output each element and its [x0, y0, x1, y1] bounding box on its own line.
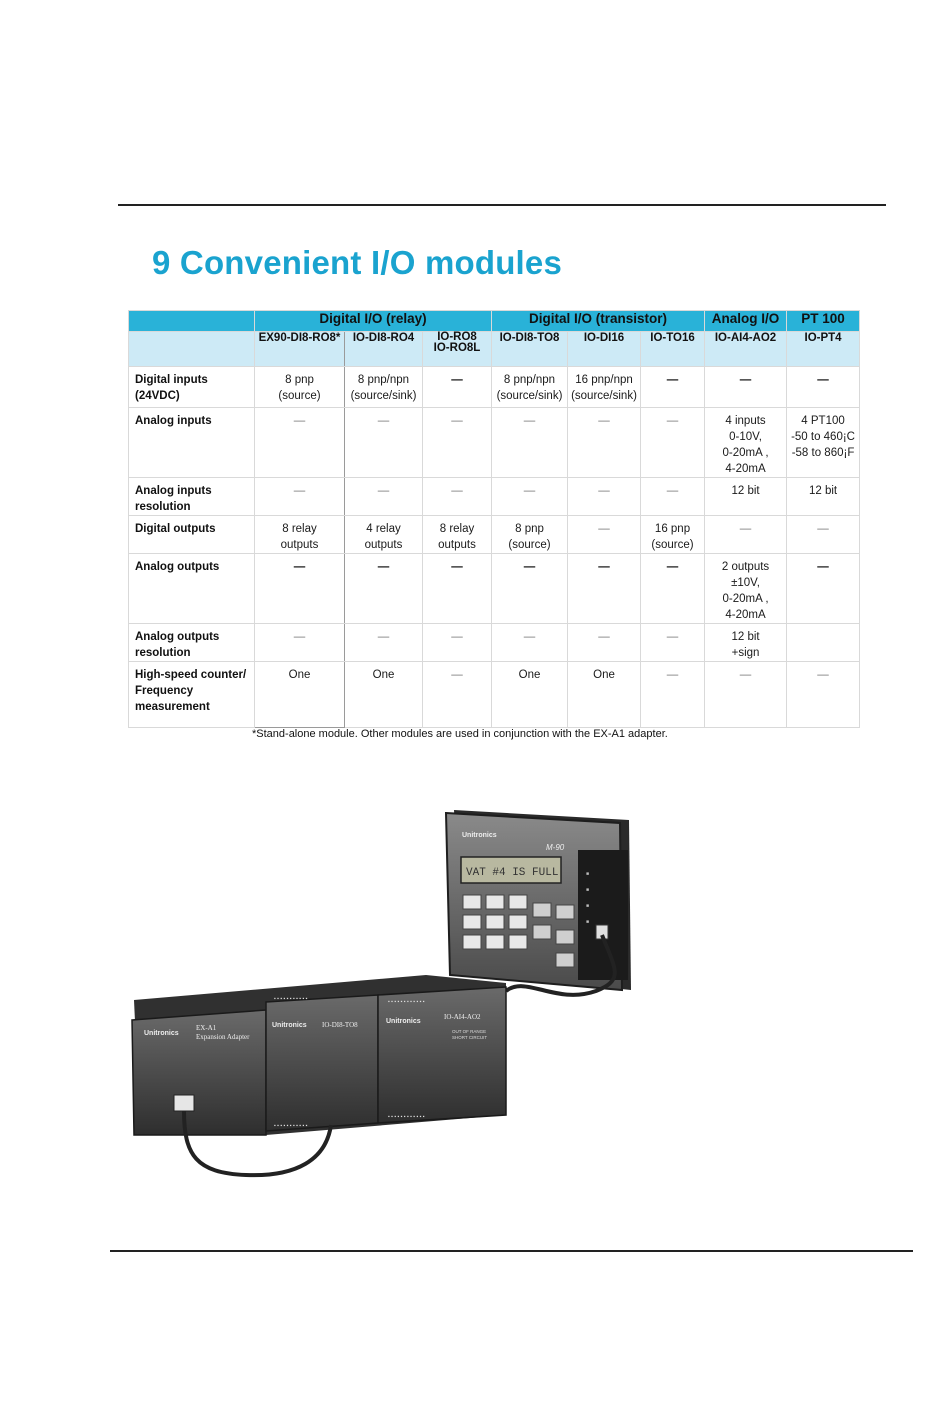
- table-cell: 8 relay outputs: [423, 516, 492, 554]
- module-header: IO-PT4: [787, 332, 860, 367]
- row-label: Digital outputs: [129, 516, 255, 554]
- controller-model: M-90: [546, 843, 565, 852]
- module-header-blank: [129, 332, 255, 367]
- module-header-row: [129, 332, 860, 367]
- table-cell: —: [345, 408, 423, 478]
- row-label: Analog outputs: [129, 554, 255, 624]
- group-header: Digital I/O (relay): [255, 311, 492, 332]
- table-cell: —: [255, 478, 345, 516]
- table-cell: 4 relay outputs: [345, 516, 423, 554]
- table-cell: —: [423, 624, 492, 662]
- table-cell: —: [787, 367, 860, 408]
- table-cell: —: [787, 554, 860, 624]
- controller-unit: [446, 810, 631, 990]
- table-cell: —: [423, 662, 492, 728]
- svg-text:▪ ▪ ▪ ▪ ▪ ▪ ▪ ▪ ▪ ▪ ▪: ▪ ▪ ▪ ▪ ▪ ▪ ▪ ▪ ▪ ▪ ▪: [274, 996, 308, 1002]
- table-cell: —: [345, 478, 423, 516]
- table-cell: —: [492, 554, 568, 624]
- adapter-title-line: EX-A1: [196, 1024, 217, 1032]
- module-b-label: IO-AI4-AO2: [444, 1013, 481, 1021]
- table-cell: One: [255, 662, 345, 728]
- row-label: Analog inputs resolution: [129, 478, 255, 516]
- table-cell: —: [787, 662, 860, 728]
- controller-brand: Unitronics: [462, 832, 497, 839]
- spec-row: [129, 554, 860, 624]
- module-name: IO-RO8 IO-RO8L: [433, 331, 481, 354]
- svg-text:■: ■: [586, 903, 590, 909]
- table-cell: —: [345, 624, 423, 662]
- table-cell: —: [568, 554, 641, 624]
- table-cell: —: [641, 367, 705, 408]
- table-cell: 12 bit: [705, 478, 787, 516]
- footnote: *Stand-alone module. Other modules are used in conjunction with the EX-A1 adapter.: [252, 728, 668, 740]
- module-header: IO-DI8-TO8: [492, 332, 568, 367]
- table-cell: 8 pnp (source): [492, 516, 568, 554]
- svg-text:▪ ▪ ▪ ▪ ▪ ▪ ▪ ▪ ▪ ▪ ▪ ▪: ▪ ▪ ▪ ▪ ▪ ▪ ▪ ▪ ▪ ▪ ▪ ▪: [388, 1114, 425, 1120]
- table-cell: 16 pnp (source): [641, 516, 705, 554]
- module-a-label: IO-DI8-TO8: [322, 1021, 358, 1029]
- lcd-text: VAT #4 IS FULL: [466, 867, 559, 879]
- module-header: IO-DI16: [568, 332, 641, 367]
- row-label: Digital inputs (24VDC): [129, 367, 255, 408]
- table-cell: —: [345, 554, 423, 624]
- module-header: IO-AI4-AO2: [705, 332, 787, 367]
- table-cell: —: [492, 408, 568, 478]
- row-label: High-speed counter/ Frequency measurement: [129, 662, 255, 728]
- table-cell: 12 bit +sign: [705, 624, 787, 662]
- table-cell: 8 pnp/npn (source/sink): [345, 367, 423, 408]
- table-cell: —: [641, 624, 705, 662]
- module-header: IO-TO16: [641, 332, 705, 367]
- table-cell: One: [345, 662, 423, 728]
- adapter-title-line: Expansion Adapter: [196, 1033, 250, 1041]
- group-header-row: [129, 311, 860, 332]
- table-cell: —: [568, 624, 641, 662]
- io-modules-table: [128, 310, 860, 728]
- table-cell: 8 relay outputs: [255, 516, 345, 554]
- module-header: EX90-DI8-RO8*: [255, 332, 345, 367]
- group-header: Analog I/O: [705, 311, 787, 332]
- table-cell: 4 inputs 0-10V, 0-20mA , 4-20mA: [705, 408, 787, 478]
- table-cell: [787, 624, 860, 662]
- product-photo: [126, 805, 646, 1185]
- bottom-rule: [110, 1250, 913, 1252]
- table-cell: 8 pnp/npn (source/sink): [492, 367, 568, 408]
- spec-row: [129, 624, 860, 662]
- table-cell: 16 pnp/npn (source/sink): [568, 367, 641, 408]
- spec-row: [129, 478, 860, 516]
- table-cell: —: [423, 408, 492, 478]
- spec-row: [129, 662, 860, 728]
- spec-row: [129, 408, 860, 478]
- svg-text:■: ■: [586, 887, 590, 893]
- table-cell: —: [641, 478, 705, 516]
- table-cell: —: [492, 478, 568, 516]
- svg-text:▪ ▪ ▪ ▪ ▪ ▪ ▪ ▪ ▪ ▪ ▪: ▪ ▪ ▪ ▪ ▪ ▪ ▪ ▪ ▪ ▪ ▪: [274, 1123, 308, 1129]
- table-cell: —: [641, 554, 705, 624]
- table-cell: —: [255, 408, 345, 478]
- table-cell: 4 PT100 -50 to 460¡C -58 to 860¡F: [787, 408, 860, 478]
- adapter-brand: Unitronics: [144, 1030, 179, 1037]
- row-label: Analog inputs: [129, 408, 255, 478]
- table-cell: 12 bit: [787, 478, 860, 516]
- table-cell: —: [568, 516, 641, 554]
- table-cell: —: [641, 662, 705, 728]
- table-cell: —: [787, 516, 860, 554]
- table-cell: 2 outputs ±10V, 0-20mA , 4-20mA: [705, 554, 787, 624]
- table-cell: One: [568, 662, 641, 728]
- expansion-rack: [132, 975, 506, 1135]
- group-header-blank: [129, 311, 255, 332]
- module-a-brand: Unitronics: [272, 1022, 307, 1029]
- spec-row: [129, 367, 860, 408]
- module-header: IO-DI8-RO4: [345, 332, 423, 367]
- table-cell: —: [568, 408, 641, 478]
- table-cell: —: [705, 367, 787, 408]
- table-cell: —: [255, 554, 345, 624]
- table-cell: —: [423, 367, 492, 408]
- group-header: Digital I/O (transistor): [492, 311, 705, 332]
- table-cell: 8 pnp (source): [255, 367, 345, 408]
- module-header: [423, 332, 492, 367]
- svg-text:■: ■: [586, 871, 590, 877]
- table-cell: —: [423, 554, 492, 624]
- module-b-note: [452, 1029, 487, 1040]
- table-cell: —: [641, 408, 705, 478]
- table-cell: —: [705, 516, 787, 554]
- module-b-brand: Unitronics: [386, 1018, 421, 1025]
- table-cell: —: [705, 662, 787, 728]
- table-cell: —: [423, 478, 492, 516]
- spec-row: [129, 516, 860, 554]
- module-b-note-line: OUT OF RANGE: [452, 1029, 487, 1034]
- svg-text:■: ■: [586, 919, 590, 925]
- page-title: 9 Convenient I/O modules: [152, 244, 563, 281]
- module-b-note-line: SHORT CIRCUIT: [452, 1035, 488, 1040]
- table-cell: —: [492, 624, 568, 662]
- top-rule: [118, 204, 886, 206]
- table-cell: One: [492, 662, 568, 728]
- group-header: PT 100: [787, 311, 860, 332]
- row-label: Analog outputs resolution: [129, 624, 255, 662]
- svg-text:▪ ▪ ▪ ▪ ▪ ▪ ▪ ▪ ▪ ▪ ▪ ▪: ▪ ▪ ▪ ▪ ▪ ▪ ▪ ▪ ▪ ▪ ▪ ▪: [388, 999, 425, 1005]
- table-cell: —: [568, 478, 641, 516]
- table-cell: —: [255, 624, 345, 662]
